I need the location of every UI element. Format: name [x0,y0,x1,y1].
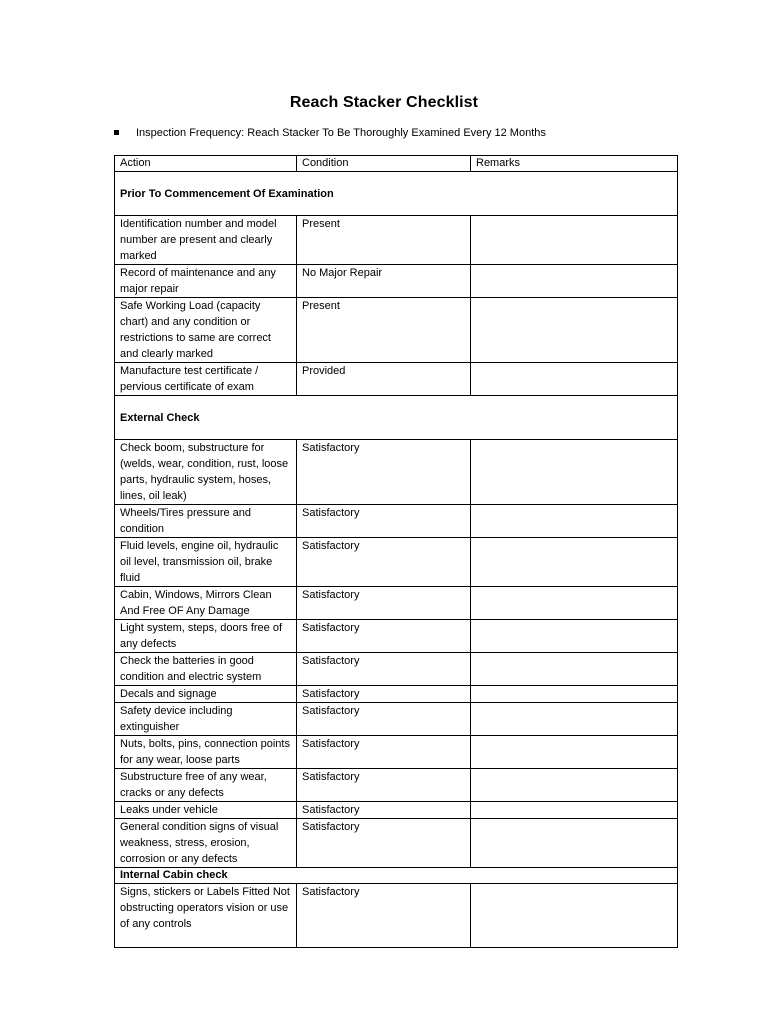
action-cell: Safety device including extinguisher [115,703,297,736]
section-heading-row [115,172,678,216]
header-action: Action [115,156,297,172]
table-row [115,884,678,948]
table-row [115,703,678,736]
condition-cell: Satisfactory [297,505,471,538]
table-row [115,819,678,868]
table-row [115,620,678,653]
table-row [115,265,678,298]
section-title: External Check [115,396,678,440]
condition-cell: Satisfactory [297,440,471,505]
inspection-frequency-line [114,127,546,139]
remarks-cell [471,216,678,265]
remarks-cell [471,538,678,587]
condition-cell: Satisfactory [297,653,471,686]
action-cell: Signs, stickers or Labels Fitted Not obstructing operators vision or use of any controls [115,884,297,948]
condition-cell: Satisfactory [297,703,471,736]
table-row [115,298,678,363]
condition-cell: Satisfactory [297,620,471,653]
action-cell: Light system, steps, doors free of any defects [115,620,297,653]
checklist-table [114,155,678,948]
remarks-cell [471,265,678,298]
condition-cell: Satisfactory [297,686,471,703]
remarks-cell [471,505,678,538]
section-title: Internal Cabin check [115,868,678,884]
condition-cell: Satisfactory [297,587,471,620]
action-cell: Record of maintenance and any major repair [115,265,297,298]
table-row [115,802,678,819]
action-cell: Cabin, Windows, Mirrors Clean And Free OF Any Damage [115,587,297,620]
table-row [115,769,678,802]
remarks-cell [471,769,678,802]
condition-cell: Satisfactory [297,802,471,819]
section-heading-row [115,396,678,440]
remarks-cell [471,703,678,736]
header-condition: Condition [297,156,471,172]
action-cell: Leaks under vehicle [115,802,297,819]
table-row [115,736,678,769]
condition-cell: Satisfactory [297,538,471,587]
header-remarks: Remarks [471,156,678,172]
action-cell: Decals and signage [115,686,297,703]
table-row [115,440,678,505]
table-row [115,216,678,265]
action-cell: Manufacture test certificate / pervious certificate of exam [115,363,297,396]
inspection-frequency-text: Inspection Frequency: Reach Stacker To Be Thoroughly Examined Every 12 Months [136,127,546,139]
action-cell: Identification number and model number are present and clearly marked [115,216,297,265]
table-row [115,505,678,538]
action-cell: Substructure free of any wear, cracks or any defects [115,769,297,802]
action-cell: Nuts, bolts, pins, connection points for any wear, loose parts [115,736,297,769]
remarks-cell [471,653,678,686]
remarks-cell [471,298,678,363]
remarks-cell [471,620,678,653]
document-title: Reach Stacker Checklist [289,94,479,111]
remarks-cell [471,819,678,868]
condition-cell: Present [297,298,471,363]
remarks-cell [471,440,678,505]
table-row [115,363,678,396]
condition-cell: Satisfactory [297,884,471,948]
remarks-cell [471,884,678,948]
table-row [115,686,678,703]
table-row [115,538,678,587]
condition-cell: Satisfactory [297,736,471,769]
table-header-row [115,156,678,172]
condition-cell: No Major Repair [297,265,471,298]
action-cell: General condition signs of visual weakness, stress, erosion, corrosion or any defects [115,819,297,868]
section-title: Prior To Commencement Of Examination [115,172,678,216]
remarks-cell [471,363,678,396]
action-cell: Fluid levels, engine oil, hydraulic oil level, transmission oil, brake fluid [115,538,297,587]
condition-cell: Satisfactory [297,819,471,868]
section-heading-row [115,868,678,884]
action-cell: Check boom, substructure for (welds, wear, condition, rust, loose parts, hydraulic system, hoses, lines, oil leak) [115,440,297,505]
action-cell: Wheels/Tires pressure and condition [115,505,297,538]
action-cell: Safe Working Load (capacity chart) and any condition or restrictions to same are correct and clearly marked [115,298,297,363]
table-row [115,587,678,620]
condition-cell: Satisfactory [297,769,471,802]
remarks-cell [471,736,678,769]
remarks-cell [471,802,678,819]
condition-cell: Present [297,216,471,265]
remarks-cell [471,587,678,620]
bullet-icon [114,130,119,135]
action-cell: Check the batteries in good condition and electric system [115,653,297,686]
table-row [115,653,678,686]
remarks-cell [471,686,678,703]
condition-cell: Provided [297,363,471,396]
